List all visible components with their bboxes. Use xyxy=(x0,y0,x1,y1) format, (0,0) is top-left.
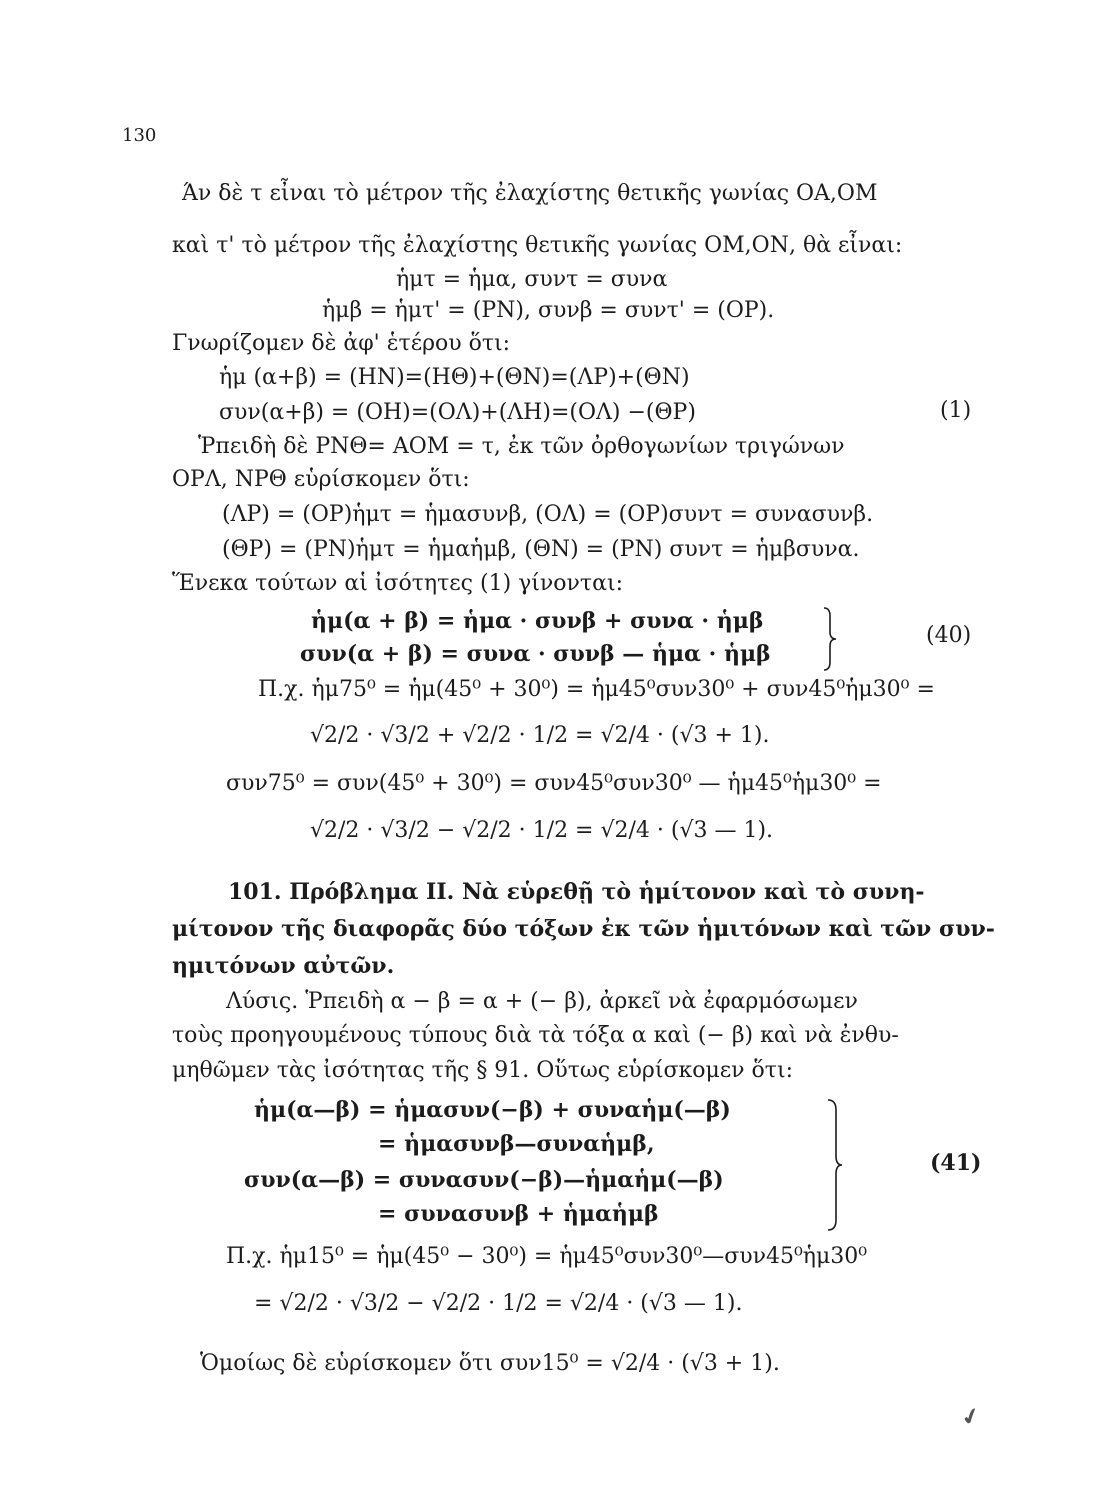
right-brace-40 xyxy=(820,606,840,672)
text-line-1: Άν δὲ τ εἶναι τὸ μέτρον τῆς ἐλαχίστης θετικῆς γωνίας ΟΑ,ΟΜ xyxy=(182,181,878,206)
text-line-3: Γνωρίζομεν δὲ ἀφ' ἑτέρου ὅτι: xyxy=(172,331,511,356)
page-number: 130 xyxy=(122,125,157,146)
equation-tag-1: (1) xyxy=(940,398,972,423)
example-sin75-result: √2/2 · √3/2 + √2/2 · 1/2 = √2/4 · (√3 + 1). xyxy=(310,723,770,748)
equation-tag-41: (41) xyxy=(930,1150,982,1176)
formula-40-cos: συν(α + β) = συνα · συνβ — ἡμα · ἡμβ xyxy=(300,641,771,667)
equation-tag-40: (40) xyxy=(926,623,972,648)
closing-line-cos15: Ὁμοίως δὲ εὑρίσκομεν ὅτι συν15⁰ = √2/4 · (√3 + 1). xyxy=(200,1351,780,1376)
solution-line-2: τοὺς προηγουμένους τύπους διὰ τὰ τόξα α καὶ (− β) καὶ νὰ ἐνθυ- xyxy=(172,1023,899,1048)
formula-41-cos: συν(α—β) = συνασυν(−β)—ἡμαἡμ(—β) xyxy=(244,1167,724,1193)
formula-cos-sum-expansion: συν(α+β) = (ΟΗ)=(ΟΛ)+(ΛΗ)=(ΟΛ) −(ΘΡ) xyxy=(219,400,696,425)
right-brace-41 xyxy=(824,1098,846,1232)
problem-101-heading: 101. Πρόβλημα ΙΙ. Νὰ εὑρεθῇ τὸ ἡμίτονον καὶ τὸ συνη- xyxy=(228,879,925,905)
text-line-2: καὶ τ' τὸ μέτρον τῆς ἐλαχίστης θετικῆς γωνίας ΟΜ,ΟΝ, θὰ εἶναι: xyxy=(172,233,903,258)
text-line-4: Ῥπειδὴ δὲ ΡΝΘ= ΑΟΜ = τ, ἐκ τῶν ὀρθογωνίων τριγώνων xyxy=(198,434,845,459)
example-sin15-result: = √2/2 · √3/2 − √2/2 · 1/2 = √2/4 · (√3 — 1). xyxy=(254,1291,743,1316)
text-line-5: ΟΡΛ, ΝΡΘ εὑρίσκομεν ὅτι: xyxy=(172,467,470,492)
example-sin15-line: Π.χ. ἡμ15⁰ = ἡμ(45⁰ − 30⁰) = ἡμ45⁰συν30⁰—συν45⁰ἡμ30⁰ xyxy=(226,1244,868,1269)
formula-41-sin-result: = ἡμασυνβ—συναἡμβ, xyxy=(378,1131,655,1157)
example-cos75-line: συν75⁰ = συν(45⁰ + 30⁰) = συν45⁰συν30⁰ — ἡμ45⁰ἡμ30⁰ = xyxy=(226,771,882,796)
example-cos75-result: √2/2 · √3/2 − √2/2 · 1/2 = √2/4 · (√3 — 1). xyxy=(310,818,774,843)
formula-line-1: ἡμτ = ἡμα, συντ = συνα xyxy=(396,267,668,292)
pencil-check-mark: ✔ xyxy=(958,1402,985,1433)
problem-101-line-3: ημιτόνων αὐτῶν. xyxy=(172,953,395,979)
formula-line-3: (ΛΡ) = (ΟΡ)ἡμτ = ἡμασυνβ, (ΟΛ) = (ΟΡ)συντ = συνασυνβ. xyxy=(222,502,874,527)
formula-sin-sum-expansion: ἡμ (α+β) = (ΗΝ)=(ΗΘ)+(ΘΝ)=(ΛΡ)+(ΘΝ) xyxy=(219,365,690,390)
formula-41-cos-result: = συνασυνβ + ἡμαἡμβ xyxy=(378,1201,659,1227)
formula-line-4: (ΘΡ) = (ΡΝ)ἡμτ = ἡμαἡμβ, (ΘΝ) = (ΡΝ) συντ = ἡμβσυνα. xyxy=(222,537,860,562)
solution-line-3: μηθῶμεν τὰς ἰσότητας τῆς § 91. Οὕτως εὑρίσκομεν ὅτι: xyxy=(172,1058,793,1083)
formula-41-sin: ἡμ(α—β) = ἡμασυν(−β) + συναἡμ(—β) xyxy=(254,1097,731,1123)
problem-101-line-2: μίτονον τῆς διαφορᾶς δύο τόξων ἐκ τῶν ἡμιτόνων καὶ τῶν συν- xyxy=(172,916,995,942)
solution-line-1: Λύσις. Ῥπειδὴ α − β = α + (− β), ἀρκεῖ νὰ ἐφαρμόσωμεν xyxy=(226,989,858,1014)
formula-40-sin: ἡμ(α + β) = ἡμα · συνβ + συνα · ἡμβ xyxy=(311,608,764,634)
formula-line-2: ἡμβ = ἡμτ' = (ΡΝ), συνβ = συντ' = (ΟΡ). xyxy=(322,298,775,323)
example-sin75-line: Π.χ. ἡμ75⁰ = ἡμ(45⁰ + 30⁰) = ἡμ45⁰συν30⁰ + συν45⁰ἡμ30⁰ = xyxy=(258,677,935,702)
text-line-6: Ἕνεκα τούτων αἱ ἰσότητες (1) γίνονται: xyxy=(172,571,623,596)
